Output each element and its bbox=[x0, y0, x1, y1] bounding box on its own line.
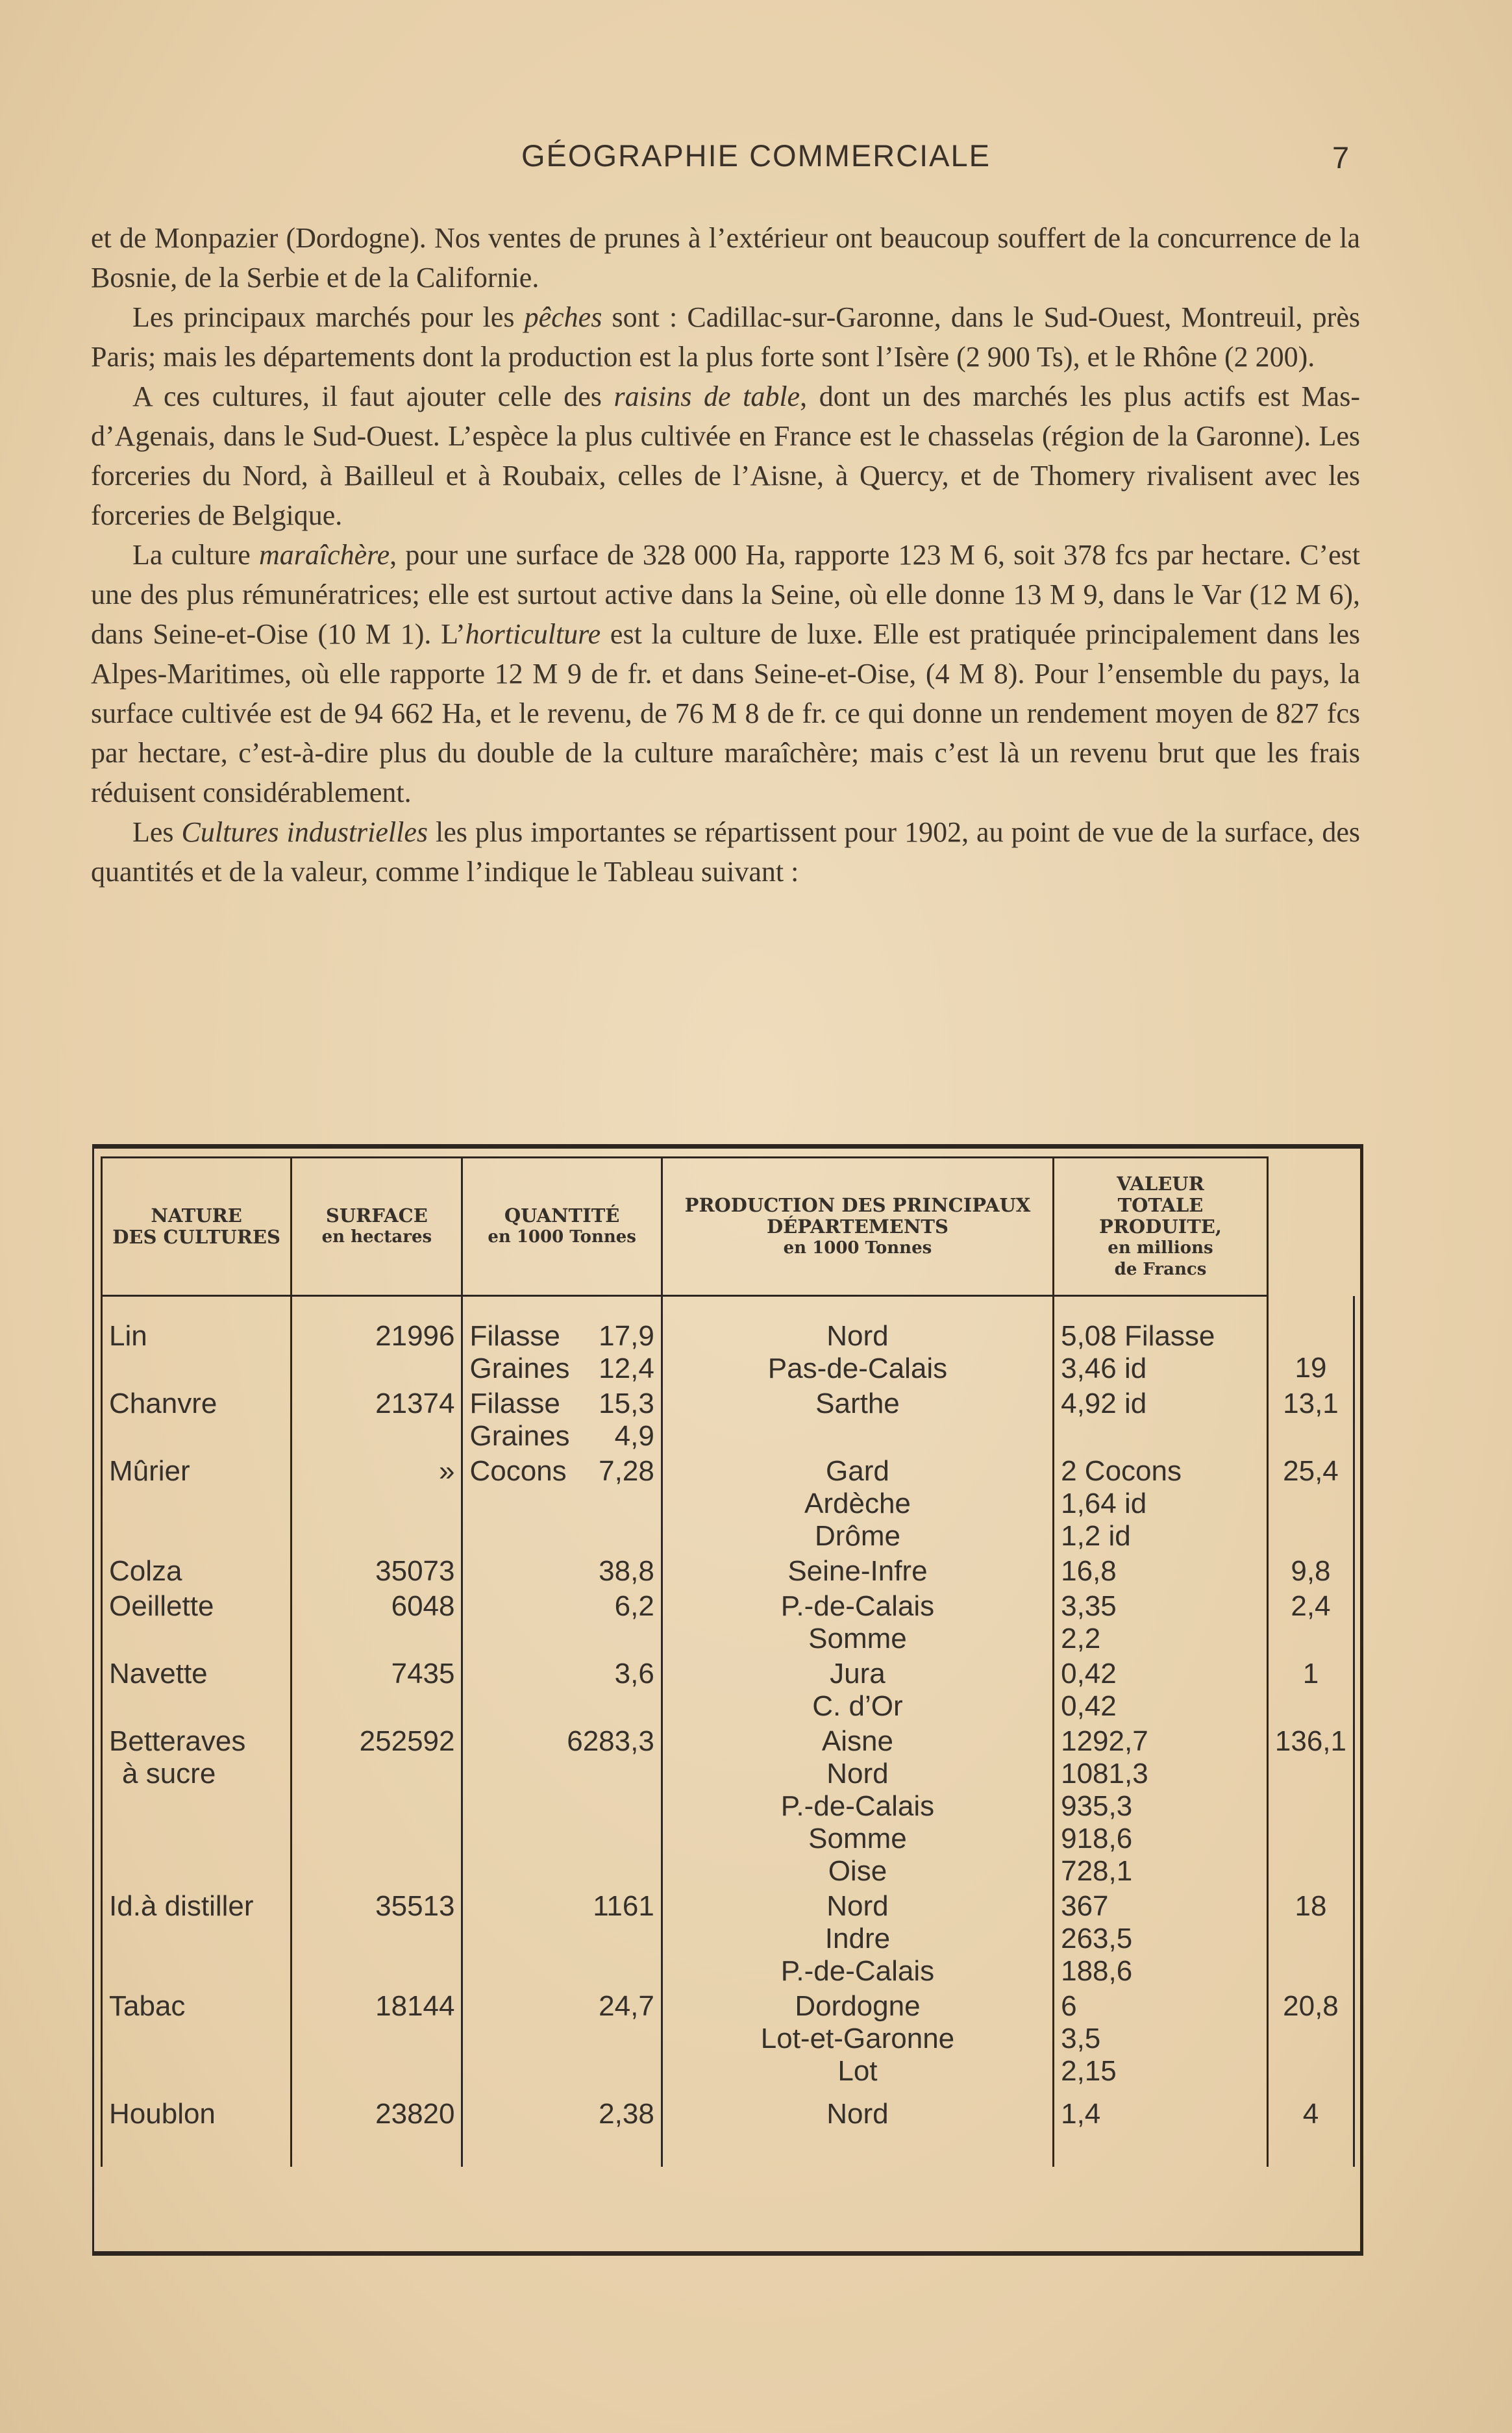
table-cell: Oeillette bbox=[102, 1589, 291, 1656]
table-cell bbox=[102, 1724, 291, 1889]
table-cell bbox=[1267, 1296, 1354, 1387]
cell-text: de Francs bbox=[1114, 1259, 1207, 1279]
cell-text bbox=[1275, 1319, 1346, 1352]
table-cell: Lin bbox=[102, 1296, 291, 1387]
cell-text: QUANTITÉ bbox=[504, 1204, 620, 1227]
cell-text: 3,5 bbox=[1061, 2023, 1101, 2054]
cell-text: 1,2 id bbox=[1061, 1520, 1131, 1552]
cell-text: 4 bbox=[1302, 2098, 1319, 2130]
cell-text bbox=[469, 1455, 654, 1488]
table-cell bbox=[1054, 1656, 1268, 1724]
cell-text: 2,15 bbox=[1061, 2055, 1117, 2087]
cell-text: 18 bbox=[1295, 1890, 1327, 1922]
cell-text: DÉPARTEMENTS bbox=[766, 1215, 948, 1238]
cell-text: Ardèche bbox=[804, 1488, 911, 1519]
cell-text: Nord bbox=[826, 2098, 889, 2130]
table-cell bbox=[1054, 1454, 1268, 1554]
cell-text: Cocons bbox=[469, 1455, 567, 1487]
cell-text: 1,4 bbox=[1061, 2098, 1101, 2130]
table-cell bbox=[662, 1386, 1053, 1454]
table-cell bbox=[1054, 1386, 1268, 1454]
page-number: 7 bbox=[1332, 140, 1350, 175]
cell-text: Nord bbox=[826, 1320, 889, 1352]
table-cell bbox=[662, 1989, 1053, 2089]
table-cell: 6283,3 bbox=[462, 1724, 662, 1889]
table-row bbox=[102, 2089, 1354, 2132]
cell-text: Graines bbox=[469, 1353, 570, 1384]
cell-text: Oise bbox=[828, 1855, 887, 1887]
cell-text: Graines bbox=[469, 1420, 570, 1452]
cell-text: Filasse bbox=[469, 1320, 560, 1352]
cell-text: Sarthe bbox=[815, 1388, 900, 1419]
cell-text: 136,1 bbox=[1274, 1725, 1346, 1757]
cell-text: en millions bbox=[1108, 1238, 1213, 1258]
italic-term: horticulture bbox=[465, 618, 601, 650]
table-cell bbox=[1054, 1554, 1268, 1589]
cell-text: 2,4 bbox=[1291, 1590, 1331, 1622]
cell-text: 6 bbox=[1061, 1990, 1077, 2022]
table-cell bbox=[662, 1589, 1053, 1656]
cell-text: 2 Cocons bbox=[1061, 1455, 1182, 1487]
table-cell: 3,6 bbox=[462, 1656, 662, 1724]
table-cell: 21996 bbox=[291, 1296, 462, 1387]
table-row bbox=[102, 1889, 1354, 1989]
production-table-frame bbox=[92, 1144, 1363, 2256]
table-cell: Colza bbox=[102, 1554, 291, 1589]
cell-text bbox=[469, 1353, 654, 1385]
cell-text: Seine-Infre bbox=[787, 1555, 928, 1587]
cell-text: 367 bbox=[1061, 1890, 1109, 1922]
production-table bbox=[101, 1156, 1355, 2167]
table-cell bbox=[1054, 1989, 1268, 2089]
body-text bbox=[91, 218, 1360, 892]
text-run: Les principaux marchés pour les bbox=[132, 301, 525, 333]
cell-text: Dordogne bbox=[795, 1990, 921, 2022]
table-row bbox=[102, 1296, 1354, 1387]
table-cell: Navette bbox=[102, 1656, 291, 1724]
table-row bbox=[102, 1989, 1354, 2089]
table-cell: 38,8 bbox=[462, 1554, 662, 1589]
table-cell bbox=[1267, 1889, 1354, 1989]
cell-text: 15,3 bbox=[599, 1388, 654, 1419]
cell-text: en hectares bbox=[321, 1227, 432, 1247]
text-run: sont : Cadillac-sur-Garonne, dans le Sud-Ouest, Montreuil, près Paris; mais les départements dont la production est la plus forte sont l’Isère (2 900 Ts), et le Rhône (2 200). bbox=[91, 301, 1360, 373]
cell-text: 20,8 bbox=[1283, 1990, 1339, 2022]
paragraph-4 bbox=[91, 535, 1360, 812]
cell-text: Nord bbox=[826, 1758, 889, 1790]
table-header-row bbox=[102, 1158, 1354, 1296]
header-nature bbox=[102, 1158, 291, 1296]
table-cell bbox=[662, 1724, 1053, 1889]
header-production bbox=[662, 1158, 1053, 1296]
running-head: GÉOGRAPHIE COMMERCIALE bbox=[521, 138, 991, 173]
cell-text: 0,42 bbox=[1061, 1690, 1117, 1722]
cell-text: à sucre bbox=[122, 1758, 216, 1790]
table-cell bbox=[662, 1656, 1053, 1724]
cell-text bbox=[469, 1420, 654, 1453]
cell-text: NATURE bbox=[151, 1204, 242, 1227]
cell-text: 1292,7 bbox=[1061, 1725, 1148, 1757]
italic-term: raisins de table bbox=[613, 381, 800, 412]
table-cell: Id.à distiller bbox=[102, 1889, 291, 1989]
text-run: , dont un des marchés les plus actifs est Mas-d’Agenais, dans le Sud-Ouest. L’espèce la plus cultivée en France est le chasselas (région de la Garonne). Les forceries du Nord, à Bailleul et à Roubaix, celles de l’Aisne, à Quercy, et de Thomery rivalisent avec les forceries de Belgique. bbox=[91, 381, 1360, 531]
cell-text: 4,92 id bbox=[1061, 1388, 1147, 1419]
table-cell bbox=[1267, 2132, 1354, 2167]
table-cell bbox=[662, 2089, 1053, 2132]
table-cell: 35073 bbox=[291, 1554, 462, 1589]
cell-text: P.-de-Calais bbox=[780, 1590, 935, 1622]
table-row bbox=[102, 1724, 1354, 1889]
cell-text: Somme bbox=[808, 1623, 907, 1654]
cell-text: Filasse bbox=[469, 1388, 560, 1419]
table-cell bbox=[1267, 1554, 1354, 1589]
table-cell: Chanvre bbox=[102, 1386, 291, 1454]
cell-text: 1081,3 bbox=[1061, 1758, 1148, 1790]
cell-text: 25,4 bbox=[1283, 1455, 1339, 1487]
cell-text: 935,3 bbox=[1061, 1790, 1133, 1822]
cell-text: 1,64 id bbox=[1061, 1488, 1147, 1519]
cell-text: SURFACE bbox=[325, 1204, 428, 1227]
cell-text: Aisne bbox=[821, 1725, 893, 1757]
cell-text: Drôme bbox=[814, 1520, 900, 1552]
table-cell: 6,2 bbox=[462, 1589, 662, 1656]
text-run: Les bbox=[132, 816, 182, 848]
table-cell: » bbox=[291, 1454, 462, 1554]
cell-text: 12,4 bbox=[599, 1353, 654, 1384]
cell-text: Nord bbox=[826, 1890, 889, 1922]
cell-text: 7,28 bbox=[599, 1455, 654, 1487]
cell-text: Somme bbox=[808, 1823, 907, 1854]
cell-text: PRODUITE, bbox=[1099, 1215, 1222, 1238]
cell-text: 188,6 bbox=[1061, 1955, 1133, 1987]
table-cell bbox=[291, 2132, 462, 2167]
cell-text: PRODUCTION DES PRINCIPAUX bbox=[684, 1193, 1031, 1216]
table-row bbox=[102, 1589, 1354, 1656]
cell-text: 16,8 bbox=[1061, 1555, 1117, 1587]
table-cell: 2,38 bbox=[462, 2089, 662, 2132]
table-row bbox=[102, 1386, 1354, 1454]
header-valeur bbox=[1054, 1158, 1268, 1296]
table-cell: Houblon bbox=[102, 2089, 291, 2132]
text-run: est la culture de luxe. Elle est pratiquée principalement dans les Alpes-Maritimes, où elle rapporte 12 M 9 de fr. et dans Seine-et-Oise, (4 M 8). Pour l’ensemble du pays, la surface cultivée est de 94 662 Ha, et le revenu, de 76 M 8 de fr. ce qui donne un rendement moyen de 827 fcs par hectare, c’est-à-dire plus du double de la culture maraîchère; mais c’est là un revenu brut que les frais réduisent considérablement. bbox=[91, 618, 1360, 808]
table-cell bbox=[1267, 1989, 1354, 2089]
cell-text: Indre bbox=[824, 1923, 891, 1954]
table-cell bbox=[1054, 1889, 1268, 1989]
cell-text: TOTALE bbox=[1117, 1193, 1204, 1216]
cell-text: Pas-de-Calais bbox=[767, 1353, 948, 1384]
cell-text: 5,08 Filasse bbox=[1061, 1320, 1215, 1352]
cell-text: 2,2 bbox=[1061, 1623, 1101, 1654]
paragraph-1: et de Monpazier (Dordogne). Nos ventes de prunes à l’extérieur ont beaucoup souffert de la concurrence de la Bosnie, de la Serbie et de la Californie. bbox=[91, 222, 1360, 293]
cell-text: Jura bbox=[830, 1658, 886, 1690]
cell-text: 19 bbox=[1295, 1351, 1327, 1384]
table-cell bbox=[1054, 2132, 1268, 2167]
table-cell bbox=[662, 2132, 1053, 2167]
cell-text: 1 bbox=[1302, 1658, 1319, 1690]
cell-text: Betteraves bbox=[109, 1725, 246, 1757]
table-cell: 18144 bbox=[291, 1989, 462, 2089]
cell-text: Lot-et-Garonne bbox=[760, 2023, 955, 2054]
text-run: La culture bbox=[132, 539, 259, 571]
table-row bbox=[102, 1656, 1354, 1724]
cell-text: 13,1 bbox=[1283, 1388, 1339, 1419]
cell-text bbox=[469, 1320, 654, 1353]
table-cell: 23820 bbox=[291, 2089, 462, 2132]
table-cell bbox=[462, 1454, 662, 1554]
text-run: les plus importantes se répartissent pour 1902, au point de vue de la surface, des quantités et de la valeur, comme l’indique le Tableau suivant : bbox=[91, 816, 1361, 888]
table-cell: 24,7 bbox=[462, 1989, 662, 2089]
header-surface bbox=[291, 1158, 462, 1296]
table-cell bbox=[1267, 1589, 1354, 1656]
table-cell bbox=[1267, 2089, 1354, 2132]
paragraph-5 bbox=[91, 812, 1360, 892]
table-cell bbox=[102, 2132, 291, 2167]
header-quantite bbox=[462, 1158, 662, 1296]
table-cell bbox=[1267, 1386, 1354, 1454]
table-cell bbox=[1054, 1724, 1268, 1889]
cell-text: DES CULTURES bbox=[112, 1226, 280, 1248]
table-cell bbox=[1054, 2089, 1268, 2132]
table-cell bbox=[462, 1386, 662, 1454]
italic-term: maraîchère bbox=[258, 539, 390, 571]
cell-text: 3,46 id bbox=[1061, 1353, 1147, 1384]
table-cell: 21374 bbox=[291, 1386, 462, 1454]
cell-text: 918,6 bbox=[1061, 1823, 1133, 1854]
table-row bbox=[102, 1554, 1354, 1589]
table-cell: 252592 bbox=[291, 1724, 462, 1889]
cell-text: 263,5 bbox=[1061, 1923, 1133, 1954]
italic-term: pêches bbox=[524, 301, 602, 333]
table-cell: 1161 bbox=[462, 1889, 662, 1989]
table-cell: 6048 bbox=[291, 1589, 462, 1656]
cell-text: VALEUR bbox=[1117, 1172, 1204, 1195]
cell-text: 9,8 bbox=[1291, 1555, 1331, 1587]
table-cell: Tabac bbox=[102, 1989, 291, 2089]
cell-text: Gard bbox=[826, 1455, 889, 1487]
text-run: A ces cultures, il faut ajouter celle des bbox=[132, 381, 614, 412]
table-cell bbox=[462, 2132, 662, 2167]
table-cell bbox=[1054, 1589, 1268, 1656]
table-cell: 7435 bbox=[291, 1656, 462, 1724]
cell-text: P.-de-Calais bbox=[780, 1790, 935, 1822]
text-run: , pour une surface de 328 000 Ha, rapporte 123 M 6, soit 378 fcs par hectare. C’est une des plus rémunératrices; elle est surtout active dans la Seine, où elle donne 13 M 9, dans le Var (12 M 6), dans Seine-et-Oise (10 M 1). L’ bbox=[91, 539, 1361, 650]
cell-text: P.-de-Calais bbox=[780, 1955, 935, 1987]
cell-text: 0,42 bbox=[1061, 1658, 1117, 1690]
cell-text: 3,35 bbox=[1061, 1590, 1117, 1622]
paragraph-2 bbox=[91, 297, 1360, 377]
cell-text bbox=[469, 1388, 654, 1420]
table-cell bbox=[1267, 1656, 1354, 1724]
cell-text: en 1000 Tonnes bbox=[488, 1227, 636, 1247]
table-row bbox=[102, 1454, 1354, 1554]
table-cell bbox=[662, 1554, 1053, 1589]
table-cell bbox=[1054, 1296, 1268, 1387]
cell-text: 728,1 bbox=[1061, 1855, 1133, 1887]
table-cell bbox=[662, 1889, 1053, 1989]
table-cell bbox=[1267, 1454, 1354, 1554]
cell-text: en 1000 Tonnes bbox=[783, 1238, 932, 1258]
table-cell bbox=[462, 1296, 662, 1387]
paragraph-3 bbox=[91, 377, 1360, 535]
table-cell bbox=[1267, 1724, 1354, 1889]
cell-text: 17,9 bbox=[599, 1320, 654, 1352]
italic-term: Cultures industrielles bbox=[181, 816, 428, 848]
table-cell: Mûrier bbox=[102, 1454, 291, 1554]
table-cell: 35513 bbox=[291, 1889, 462, 1989]
table-cell bbox=[662, 1296, 1053, 1387]
cell-text: Lot bbox=[837, 2055, 878, 2087]
cell-text: 4,9 bbox=[614, 1420, 654, 1452]
table-cell bbox=[662, 1454, 1053, 1554]
cell-text: C. d’Or bbox=[812, 1690, 903, 1722]
